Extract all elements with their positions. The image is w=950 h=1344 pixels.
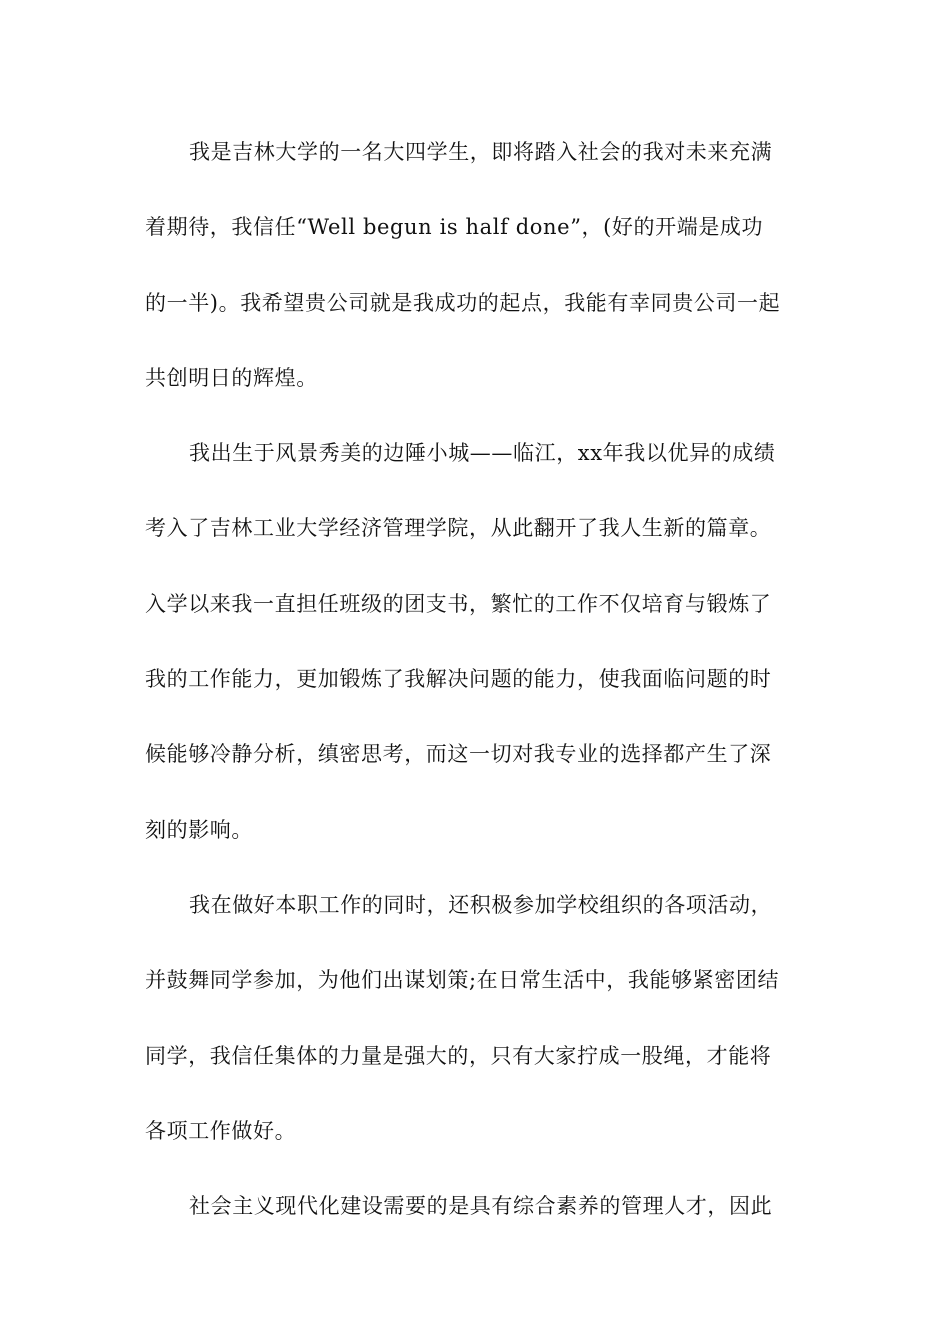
text-line: 各项工作做好。: [145, 1118, 297, 1143]
text-line: 着期待，我信任“Well begun is half done”，(好的开端是成功: [145, 215, 764, 240]
paragraph-4: [145, 1186, 807, 1261]
text-line: 同学，我信任集体的力量是强大的，只有大家拧成一股绳，才能将: [145, 1043, 772, 1068]
paragraph-2: [145, 433, 807, 885]
text-line: 的一半)。我希望贵公司就是我成功的起点，我能有幸同贵公司一起: [145, 290, 781, 315]
text-line: 考入了吉林工业大学经济管理学院，从此翻开了我人生新的篇章。: [145, 516, 772, 541]
text-line: 我出生于风景秀美的边陲小城——临江，xx年我以优异的成绩: [189, 441, 776, 466]
text-line: 入学以来我一直担任班级的团支书，繁忙的工作不仅培育与锻炼了: [145, 591, 772, 616]
text-line: 我是吉林大学的一名大四学生，即将踏入社会的我对未来充满: [189, 140, 773, 164]
text-line: 并鼓舞同学参加，为他们出谋划策;在日常生活中，我能够紧密团结: [145, 968, 780, 993]
paragraph-3: [145, 885, 807, 1186]
text-line: 候能够冷静分析，缜密思考，而这一切对我专业的选择都产生了深: [145, 742, 772, 767]
text-line: 刻的影响。: [145, 817, 253, 842]
text-line: 我的工作能力，更加锻炼了我解决问题的能力，使我面临问题的时: [145, 667, 772, 692]
text-line: 共创明日的辉煌。: [145, 365, 318, 390]
text-line: 社会主义现代化建设需要的是具有综合素养的管理人才，因此: [189, 1194, 773, 1219]
text-line: 我在做好本职工作的同时，还积极参加学校组织的各项活动，: [189, 892, 773, 917]
document-body: [145, 132, 807, 1261]
paragraph-1: [145, 132, 807, 433]
